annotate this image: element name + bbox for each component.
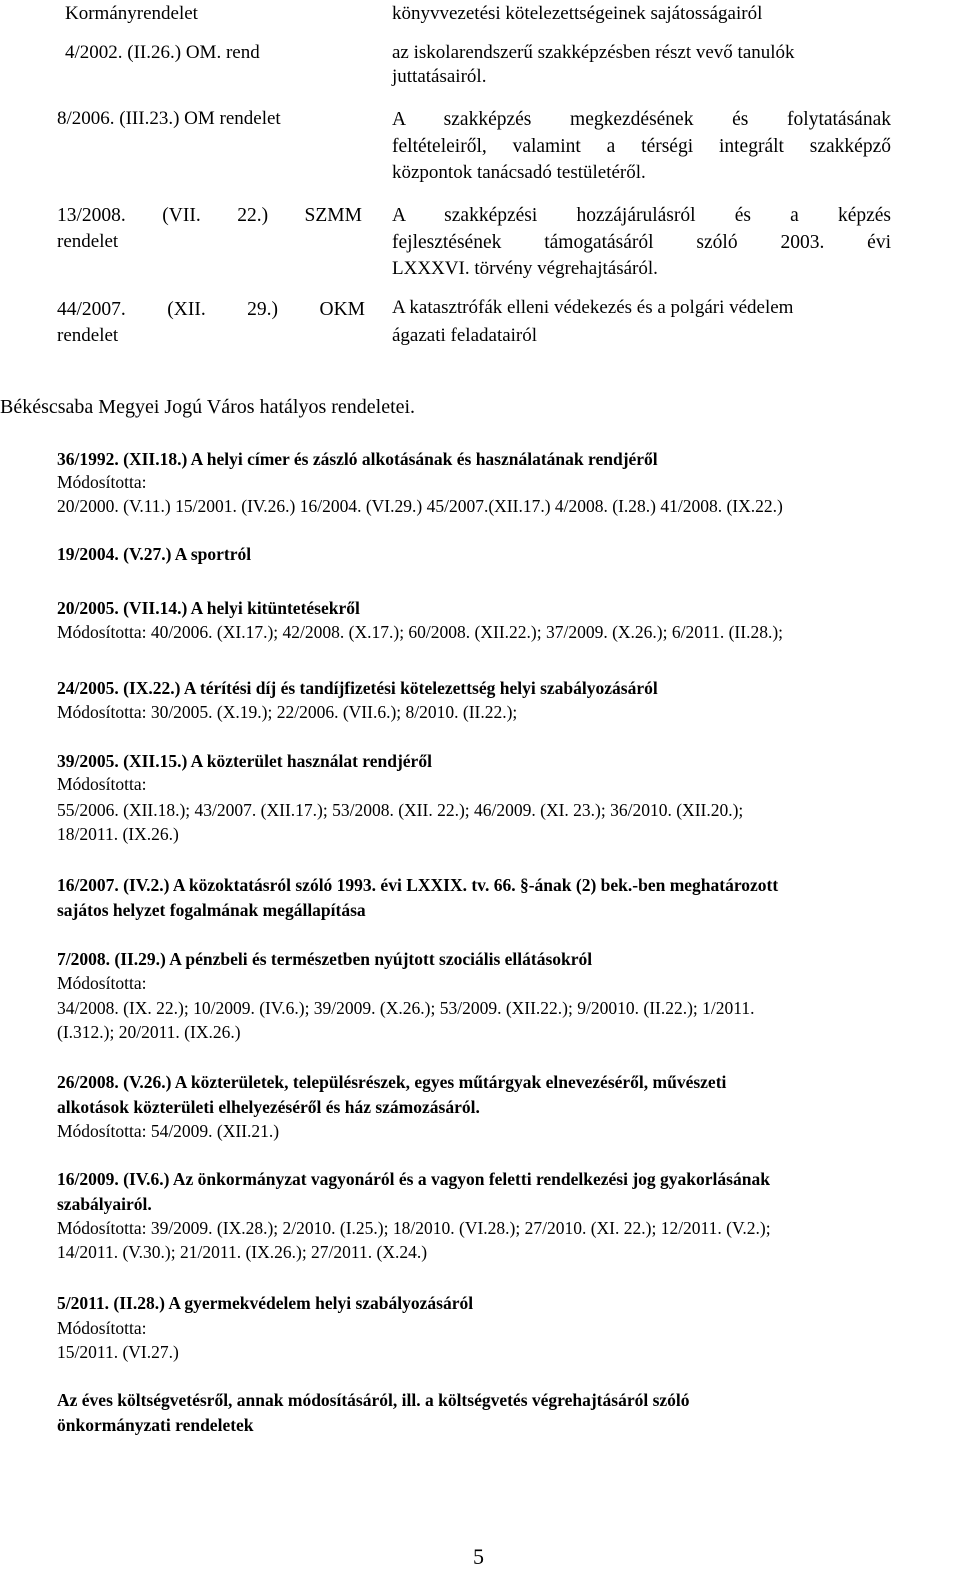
decree-amendments: Módosította: 30/2005. (X.19.); 22/2006. (VII.6.); 8/2010. (II.22.);	[57, 702, 518, 722]
table-title: feltételeiről, valamint a térségi integrált szakképző	[392, 136, 891, 157]
decree-title: Az éves költségvetésről, annak módosításáról, ill. a költségvetés végrehajtásáról szóló	[57, 1390, 690, 1410]
table-ref: Kormányrendelet	[65, 3, 198, 24]
table-ref: 8/2006. (III.23.) OM rendelet	[57, 108, 281, 129]
table-ref: rendelet	[57, 231, 119, 252]
table-title: fejlesztésének támogatásáról szóló 2003. évi	[392, 232, 891, 253]
decree-title: sajátos helyzet fogalmának megállapítása	[57, 900, 366, 920]
table-ref: rendelet	[57, 325, 119, 346]
decree-amendments: 18/2011. (IX.26.)	[57, 824, 179, 844]
table-ref: 44/2007. (XII. 29.) OKM	[57, 299, 365, 320]
decree-title: 36/1992. (XII.18.) A helyi címer és zászló alkotásának és használatának rendjéről	[57, 449, 658, 469]
decree-amendments: Módosította: 39/2009. (IX.28.); 2/2010. (I.25.); 18/2010. (VI.28.); 27/2010. (XI. 22.); 12/2011. (V.2.);	[57, 1218, 771, 1238]
table-ref: 13/2008. (VII. 22.) SZMM	[57, 205, 362, 226]
table-ref: 4/2002. (II.26.) OM. rend	[65, 42, 260, 63]
decree-title: 16/2007. (IV.2.) A közoktatásról szóló 1993. évi LXXIX. tv. 66. §-ának (2) bek.-ben meghatározott	[57, 875, 779, 895]
table-title: A szakképzés megkezdésének és folytatásának	[392, 109, 891, 130]
decree-amended-label: Módosította:	[57, 472, 147, 492]
table-title: A szakképzési hozzájárulásról és a képzés	[392, 205, 891, 226]
decree-title: 16/2009. (IV.6.) Az önkormányzat vagyonáról és a vagyon feletti rendelkezési jog gyakorlásának	[57, 1169, 770, 1189]
decree-amendments: 14/2011. (V.30.); 21/2011. (IX.26.); 27/2011. (X.24.)	[57, 1242, 428, 1262]
decree-title: 26/2008. (V.26.) A közterületek, településrészek, egyes műtárgyak elnevezéséről, művészeti	[57, 1072, 727, 1092]
table-title: A katasztrófák elleni védekezés és a polgári védelem	[392, 297, 794, 318]
table-title: központok tanácsadó testületéről.	[392, 162, 646, 183]
decree-amendments: Módosította: 40/2006. (XI.17.); 42/2008. (X.17.); 60/2008. (XII.22.); 37/2009. (X.26.); 6/2011. (II.28.);	[57, 622, 784, 642]
decree-amendments: 55/2006. (XII.18.); 43/2007. (XII.17.); 53/2008. (XII. 22.); 46/2009. (XI. 23.); 36/2010. (XII.20.);	[57, 800, 744, 820]
decree-amendments: (I.312.); 20/2011. (IX.26.)	[57, 1022, 241, 1042]
decree-amended-label: Módosította:	[57, 973, 147, 993]
table-title: LXXXVI. törvény végrehajtásáról.	[392, 258, 658, 279]
table-title: az iskolarendszerű szakképzésben részt vevő tanulók	[392, 42, 795, 63]
decree-amended-label: Módosította:	[57, 774, 147, 794]
decree-title: 7/2008. (II.29.) A pénzbeli és természetben nyújtott szociális ellátásokról	[57, 949, 593, 969]
table-title: ágazati feladatairól	[392, 325, 538, 346]
decree-title: szabályairól.	[57, 1194, 152, 1214]
decree-title: önkormányzati rendeletek	[57, 1415, 254, 1435]
decree-title: 5/2011. (II.28.) A gyermekvédelem helyi szabályozásáról	[57, 1293, 474, 1313]
decree-amendments: Módosította: 54/2009. (XII.21.)	[57, 1121, 280, 1141]
decree-title: 20/2005. (VII.14.) A helyi kitüntetésekről	[57, 598, 360, 618]
section-heading: Békéscsaba Megyei Jogú Város hatályos rendeletei.	[0, 396, 416, 418]
page-number: 5	[473, 1544, 484, 1569]
decree-amendments: 20/2000. (V.11.) 15/2001. (IV.26.) 16/2004. (VI.29.) 45/2007.(XII.17.) 4/2008. (I.28.) 41/2008. (IX.22.)	[57, 496, 783, 516]
decree-title: 19/2004. (V.27.) A sportról	[57, 544, 252, 564]
decree-amended-label: Módosította:	[57, 1318, 147, 1338]
decree-amendments: 34/2008. (IX. 22.); 10/2009. (IV.6.); 39/2009. (X.26.); 53/2009. (XII.22.); 9/20010. (II.22.); 1/2011.	[57, 998, 755, 1018]
decree-amendments: 15/2011. (VI.27.)	[57, 1342, 179, 1362]
decree-title: 24/2005. (IX.22.) A térítési díj és tandíjfizetési kötelezettség helyi szabályozásáról	[57, 678, 658, 698]
table-title: juttatásairól.	[392, 66, 487, 87]
table-title: könyvvezetési kötelezettségeinek sajátosságairól	[392, 3, 763, 24]
decree-title: alkotások közterületi elhelyezéséről és ház számozásáról.	[57, 1097, 480, 1117]
decree-title: 39/2005. (XII.15.) A közterület használat rendjéről	[57, 751, 432, 771]
